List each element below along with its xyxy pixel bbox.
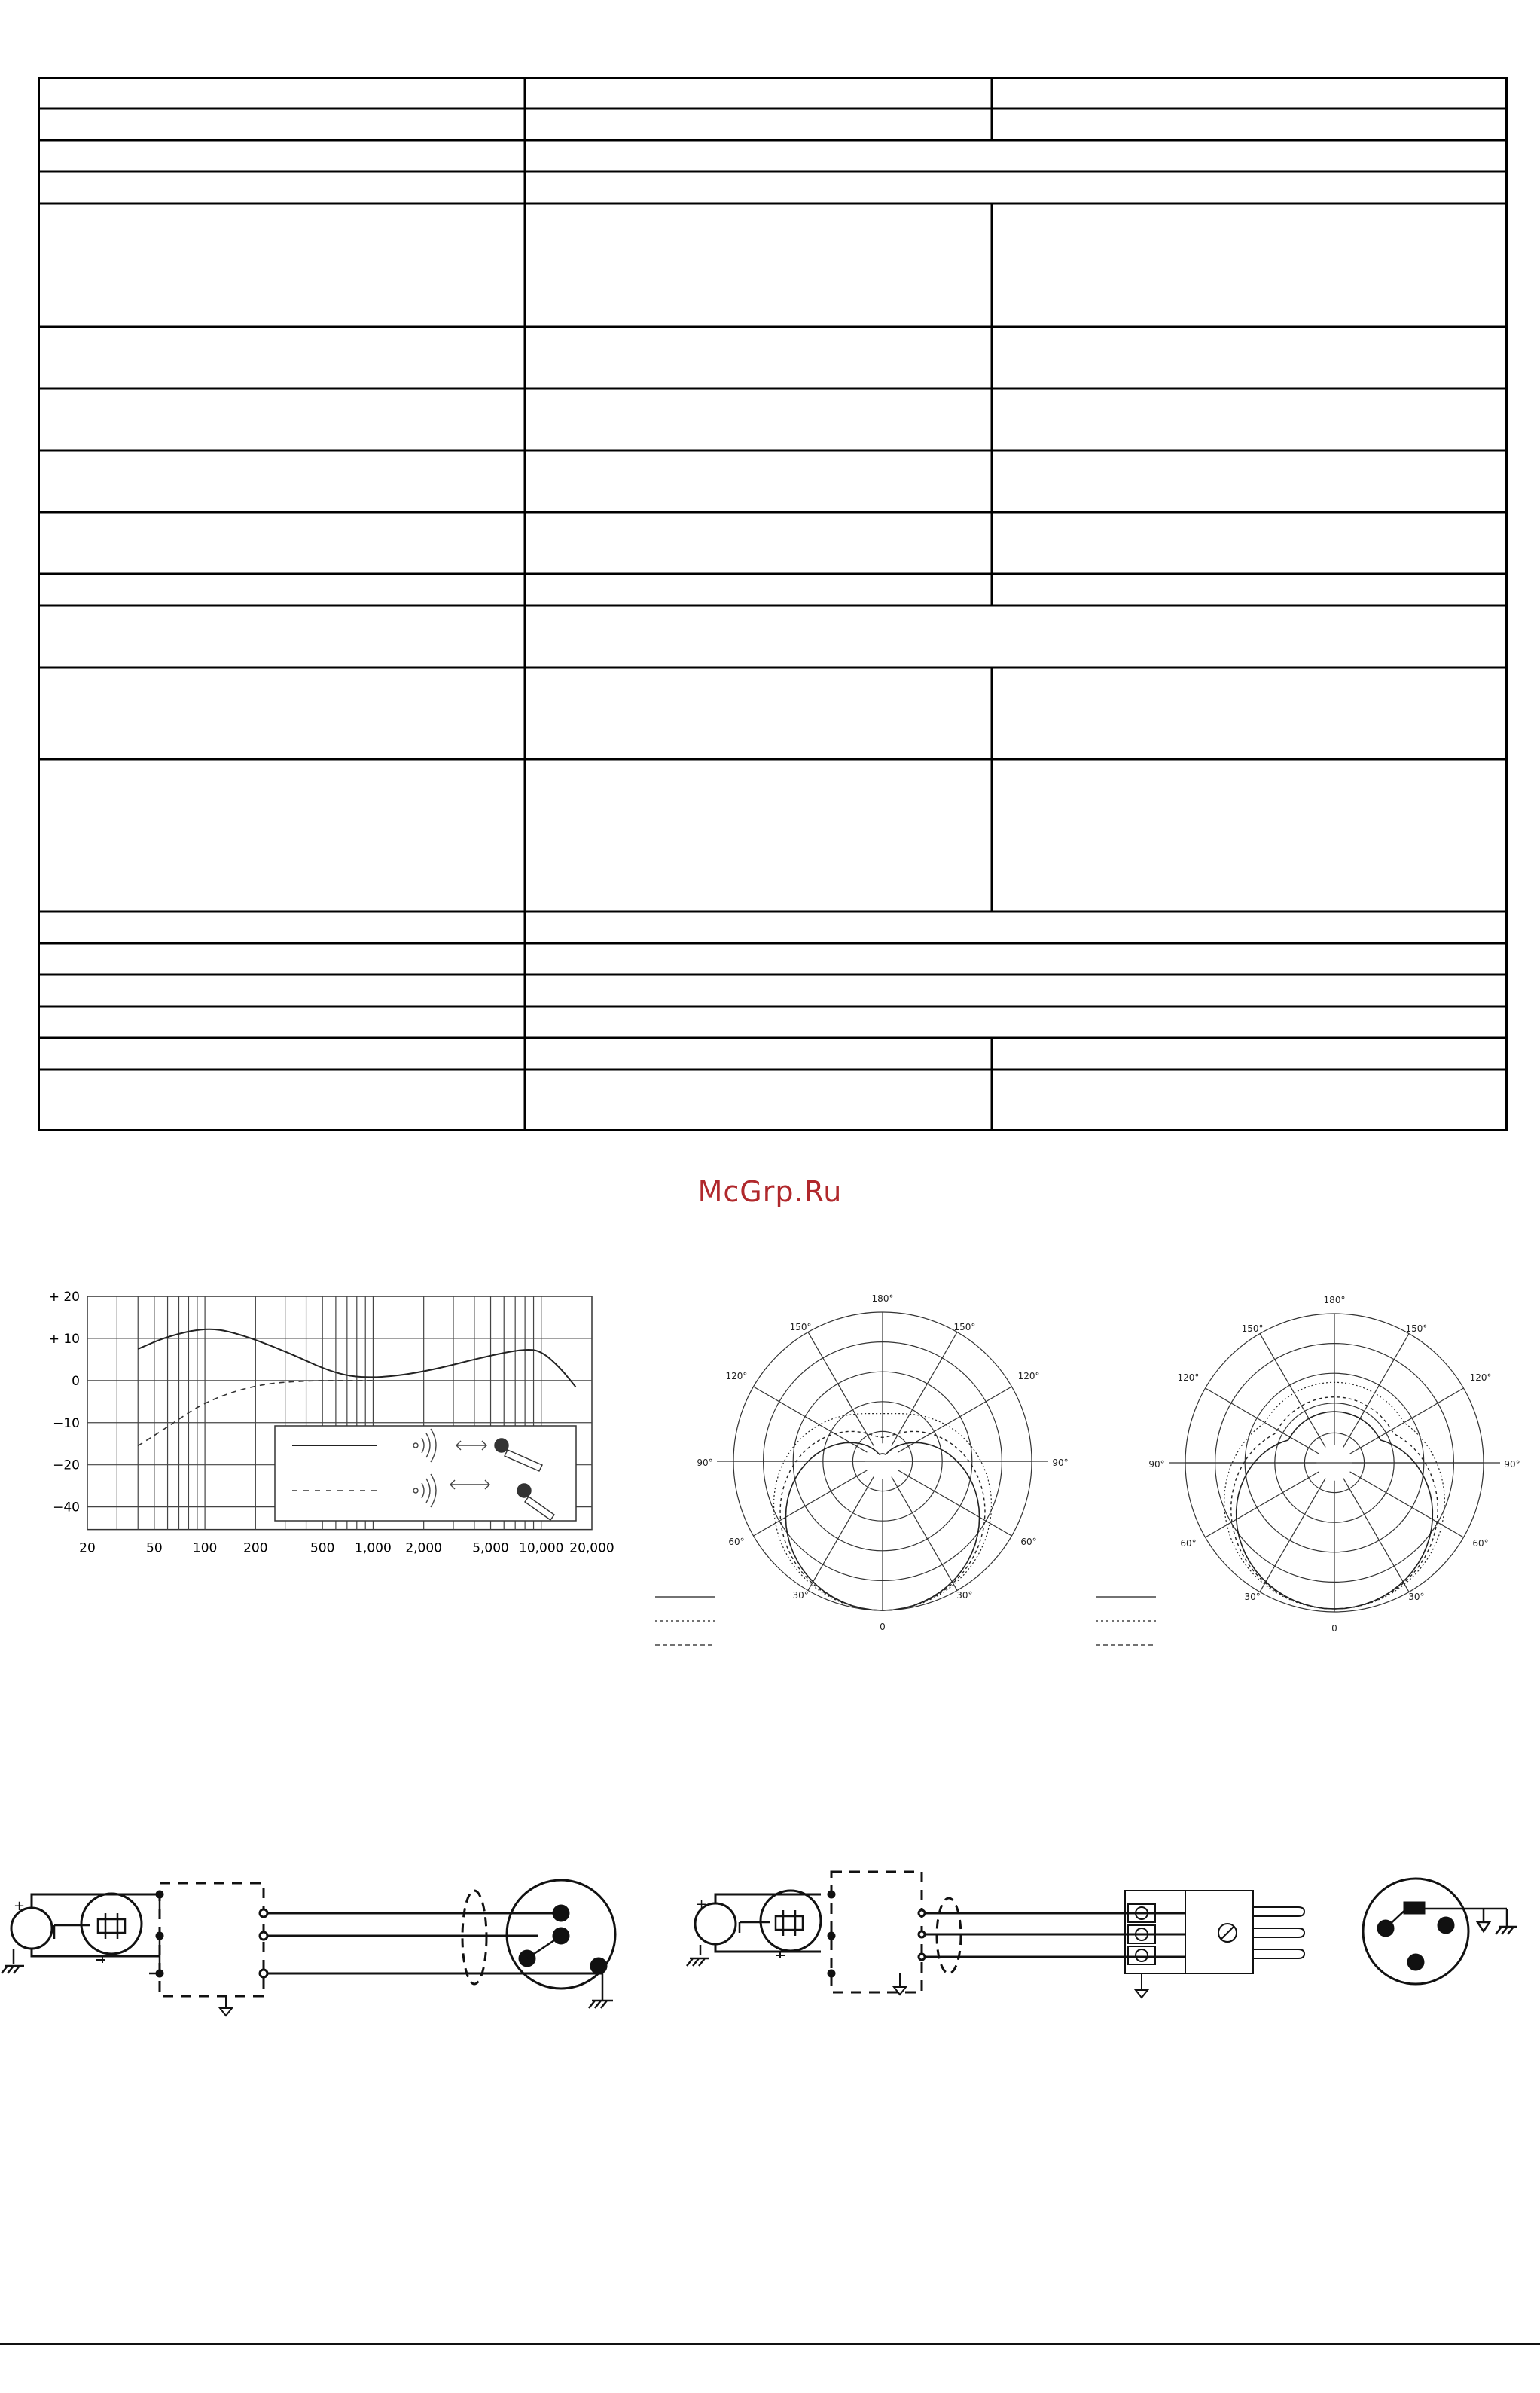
polar-angle-label: 120° [1177,1372,1200,1384]
polar-angle-label: 60° [1020,1536,1037,1547]
polar-pattern-right [1096,1265,1540,1665]
wiring-schematic-right [663,1853,1540,1989]
polar-angle-label: 60° [1472,1537,1489,1549]
x-tick-label: 2,000 [405,1540,443,1556]
polarity-mark: + [696,1897,708,1912]
y-tick-label: + 10 [48,1331,80,1347]
watermark: McGrp.Ru [697,1175,843,1208]
spec-row [38,574,1508,606]
polar-angle-label: 30° [1244,1592,1261,1603]
polar-angle-label: 60° [728,1536,745,1547]
spec-row [38,911,1508,943]
frequency-response-chart [38,1269,640,1570]
spec-row [38,389,1508,450]
x-tick-label: 200 [243,1540,268,1556]
polar-angle-label: 150° [1241,1323,1264,1334]
fet-symbol [81,1894,142,1954]
x-tick-label: 500 [310,1540,335,1556]
spec-row [525,1070,992,1131]
y-tick-label: −10 [53,1415,80,1431]
polar-angle-label: 30° [792,1590,809,1601]
polar-angle-label: 180° [1323,1295,1346,1305]
y-tick-label: −20 [53,1457,80,1473]
polar-legend [1096,1597,1156,1645]
shield-box [831,1872,922,1992]
polar-angle-label: 120° [1469,1372,1492,1384]
polar-angle-label: 90° [1052,1457,1069,1468]
polar-angle-label: 90° [1504,1459,1520,1470]
polar-angle-label: 180° [871,1293,894,1304]
x-tick-label: 10,000 [519,1540,564,1556]
spec-row [38,172,1508,203]
x-tick-label: 50 [146,1540,163,1556]
polar-angle-label: 0 [1331,1623,1337,1634]
spec-row [38,667,1508,759]
polar-angle-label: 150° [953,1321,976,1332]
x-axis-ticks [79,1541,614,1556]
spec-row [38,327,1508,389]
x-tick-label: 5,000 [472,1540,509,1556]
wiring-schematic-left [0,1853,648,1989]
spec-row [38,1038,1508,1070]
spec-row [38,975,1508,1006]
bottom-rule [0,2343,1540,2345]
spec-row [38,108,1508,140]
spec-row [38,512,1508,574]
x-tick-label: 100 [192,1540,218,1556]
y-axis-ticks [49,1290,80,1515]
polar-angle-label: 90° [697,1457,713,1468]
polar-angle-label: 150° [1405,1323,1428,1334]
x-tick-label: 1,000 [355,1540,392,1556]
spec-table [38,77,1508,1154]
polar-pattern-left [648,1265,1099,1665]
cable-shield [937,1898,961,1973]
polar-angle-label: 30° [956,1590,973,1601]
spec-row [38,203,1508,327]
spec-row [38,759,1508,911]
y-tick-label: + 20 [48,1290,80,1305]
capsule-symbol [695,1903,736,1944]
chart-legend [275,1426,576,1521]
polar-angle-label: 120° [725,1371,748,1382]
spec-row [38,1006,1508,1038]
spec-row [38,943,1508,975]
polar-angle-label: 30° [1408,1592,1425,1603]
fet-symbol [761,1891,821,1951]
spec-row [38,77,1508,108]
spec-row [38,450,1508,512]
polar-legend [655,1597,715,1645]
polar-angle-label: 120° [1017,1371,1040,1382]
polarity-mark: + [14,1898,26,1914]
capsule-symbol [11,1908,52,1949]
x-tick-label: 20 [79,1540,96,1556]
shield-box [160,1883,264,1996]
spec-row [38,606,1508,667]
polar-angle-label: 60° [1180,1537,1197,1549]
y-tick-label: 0 [72,1373,80,1389]
x-tick-label: 20,000 [569,1540,614,1556]
polar-angle-label: 90° [1148,1459,1165,1470]
spec-row [38,140,1508,172]
polar-angle-label: 150° [789,1321,812,1332]
polar-angle-label: 0 [880,1622,886,1632]
cable-shield [462,1891,486,1984]
y-tick-label: −40 [53,1500,80,1515]
